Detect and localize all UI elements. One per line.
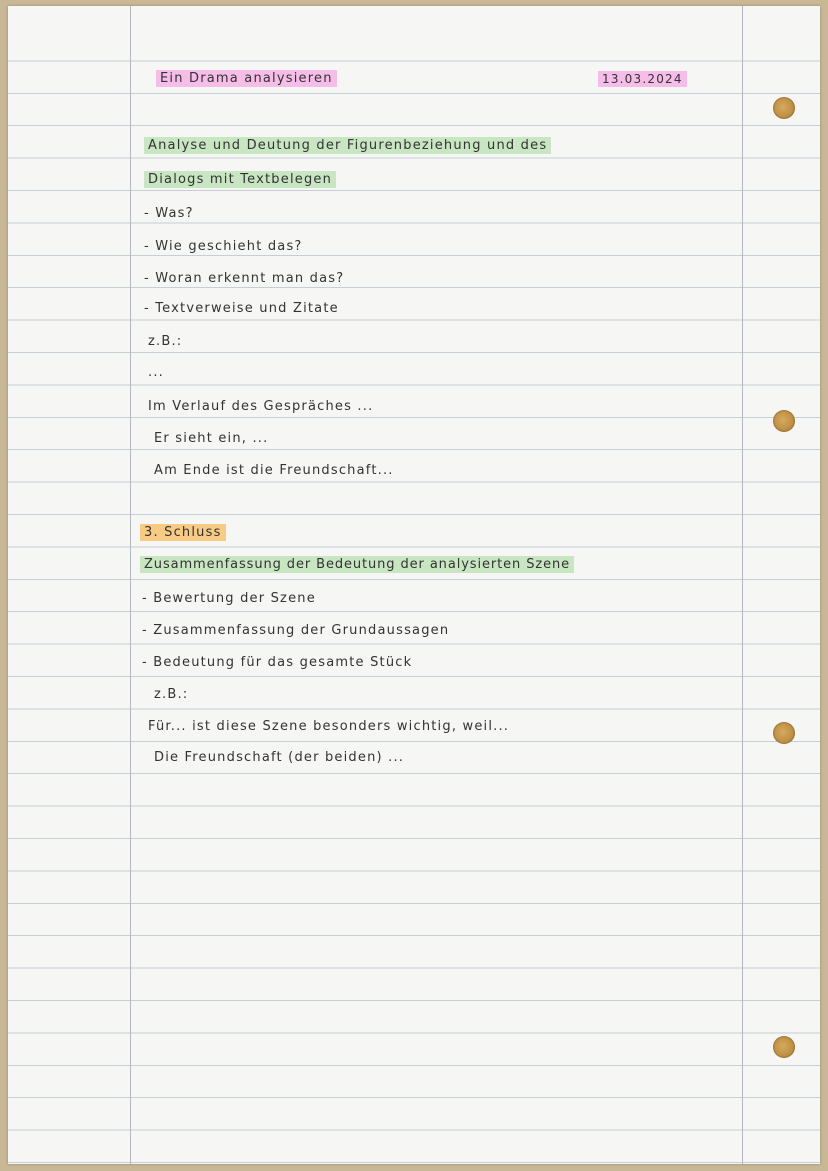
list-item: - Bedeutung für das gesamte Stück xyxy=(142,655,413,670)
section-title xyxy=(140,524,226,542)
list-item: - Zusammenfassung der Grundaussagen xyxy=(142,623,450,638)
date-text: 13.03.2024 xyxy=(598,71,687,87)
punch-hole-icon xyxy=(773,722,795,744)
ellipsis: ... xyxy=(148,365,164,380)
example-label: z.B.: xyxy=(154,687,189,702)
section-heading xyxy=(144,137,551,155)
list-item: - Was? xyxy=(144,206,194,221)
example-label: z.B.: xyxy=(148,334,183,349)
punch-hole-icon xyxy=(773,97,795,119)
list-item: - Textverweise und Zitate xyxy=(144,301,339,316)
punch-hole-icon xyxy=(773,1036,795,1058)
right-margin-line xyxy=(742,6,743,1164)
example-sentence: Am Ende ist die Freundschaft... xyxy=(154,463,394,478)
list-item: - Woran erkennt man das? xyxy=(144,271,345,286)
example-sentence: Die Freundschaft (der beiden) ... xyxy=(154,750,405,765)
example-sentence: Für... ist diese Szene besonders wichtig, weil... xyxy=(148,719,510,734)
section-heading-line-1: Analyse und Deutung der Figurenbeziehung und des xyxy=(144,137,551,154)
example-sentence: Im Verlauf des Gespräches ... xyxy=(148,399,374,414)
section-heading-text: Zusammenfassung der Bedeutung der analysierten Szene xyxy=(140,556,574,573)
section-heading xyxy=(140,556,574,574)
list-item: - Wie geschieht das? xyxy=(144,239,303,254)
list-item: - Bewertung der Szene xyxy=(142,591,316,606)
example-sentence: Er sieht ein, ... xyxy=(154,431,269,446)
page-title xyxy=(156,70,337,88)
section-title-text: 3. Schluss xyxy=(140,524,226,541)
left-margin-line xyxy=(130,6,131,1164)
section-heading-line-2: Dialogs mit Textbelegen xyxy=(144,171,336,188)
date xyxy=(598,70,687,88)
notebook-page xyxy=(8,6,820,1164)
section-heading-continued xyxy=(144,171,336,189)
page-title-text: Ein Drama analysieren xyxy=(156,70,337,87)
punch-hole-icon xyxy=(773,410,795,432)
